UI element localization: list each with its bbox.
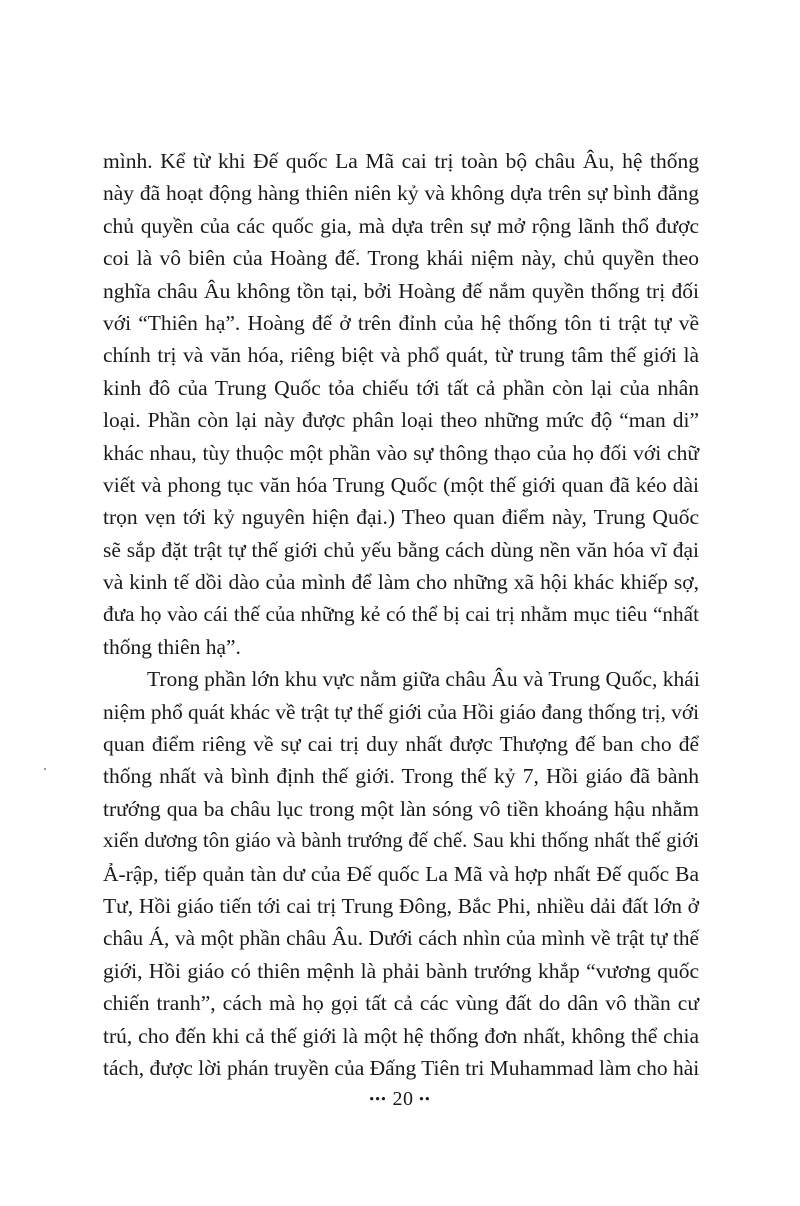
text-line: này đã hoạt động hàng thiên niên kỷ và không dựa trên sự bình đẳng	[103, 181, 699, 206]
text-line: Trong phần lớn khu vực nằm giữa châu Âu và Trung Quốc, khái	[147, 667, 700, 692]
footer-dots-left: •••	[369, 1092, 387, 1108]
text-line: trú, cho đến khi cả thế giới là một hệ thống đơn nhất, không thể chia	[103, 1023, 699, 1048]
text-line: và kinh tế dồi dào của mình để làm cho những xã hội khác khiếp sợ,	[103, 570, 699, 595]
text-line: thống nhất và bình định thế giới. Trong thế kỷ 7, Hồi giáo đã bành	[103, 764, 699, 789]
text-line: châu Á, và một phần châu Âu. Dưới cách nhìn của mình về trật tự thế	[103, 926, 699, 951]
text-line: trọn vẹn tới kỷ nguyên hiện đại.) Theo quan điểm này, Trung Quốc	[103, 505, 699, 530]
text-line: loại. Phần còn lại này được phân loại theo những mức độ “man di”	[103, 408, 699, 433]
paragraph-1	[103, 145, 699, 663]
text-line: Ả-rập, tiếp quản tàn dư của Đế quốc La Mã và hợp nhất Đế quốc Ba	[103, 861, 699, 886]
text-line: với “Thiên hạ”. Hoàng đế ở trên đỉnh của hệ thống tôn ti trật tự về	[103, 310, 699, 335]
text-line: xiển dương tôn giáo và bành trướng đế chế. Sau khi thống nhất thế giới	[103, 830, 699, 853]
text-line: Tư, Hồi giáo tiến tới cai trị Trung Đông, Bắc Phi, nhiều dải đất lớn ở	[103, 893, 699, 918]
text-line: niệm phổ quát khác về trật tự thế giới của Hồi giáo đang thống trị, với	[103, 699, 699, 724]
page-number: 20	[392, 1088, 414, 1110]
text-line: coi là vô biên của Hoàng đế. Trong khái niệm này, chủ quyền theo	[103, 246, 699, 271]
footer-dots-right: ••	[418, 1092, 431, 1108]
paragraph-2	[103, 663, 699, 1084]
text-line: thống thiên hạ”.	[103, 634, 241, 659]
text-line: khác nhau, tùy thuộc một phần vào sự thông thạo của họ đối với chữ	[103, 440, 699, 465]
text-line: mình. Kể từ khi Đế quốc La Mã cai trị toàn bộ châu Âu, hệ thống	[103, 149, 699, 173]
body-text	[103, 145, 699, 1084]
text-line: trướng qua ba châu lục trong một làn sóng vô tiền khoáng hậu nhằm	[103, 796, 699, 821]
text-line: chiến tranh”, cách mà họ gọi tất cả các vùng đất do dân vô thần cư	[103, 991, 699, 1016]
text-line: viết và phong tục văn hóa Trung Quốc (một thế giới quan đã kéo dài	[103, 472, 699, 497]
text-line: chủ quyền của các quốc gia, mà dựa trên sự mở rộng lãnh thổ được	[103, 213, 699, 238]
text-line: giới, Hồi giáo có thiên mệnh là phải bành trướng khắp “vương quốc	[103, 958, 699, 983]
text-line: nghĩa châu Âu không tồn tại, bởi Hoàng đế nắm quyền thống trị đối	[103, 278, 699, 303]
text-line: đưa họ vào cái thế của những kẻ có thể bị cai trị nhằm mục tiêu “nhất	[103, 602, 699, 627]
text-line: quan điểm riêng về sự cai trị duy nhất được Thượng đế ban cho để	[103, 732, 699, 757]
text-line: chính trị và văn hóa, riêng biệt và phổ quát, từ trung tâm thế giới là	[103, 343, 699, 368]
text-line: tách, được lời phán truyền của Đấng Tiên tri Muhammad làm cho hài	[103, 1055, 700, 1080]
text-line: kinh đô của Trung Quốc tỏa chiếu tới tất cả phần còn lại của nhân	[103, 375, 699, 400]
text-line: sẽ sắp đặt trật tự thế giới chủ yếu bằng cách dùng nền văn hóa vĩ đại	[103, 537, 699, 562]
page-footer	[0, 1088, 800, 1111]
margin-speck	[44, 768, 46, 770]
